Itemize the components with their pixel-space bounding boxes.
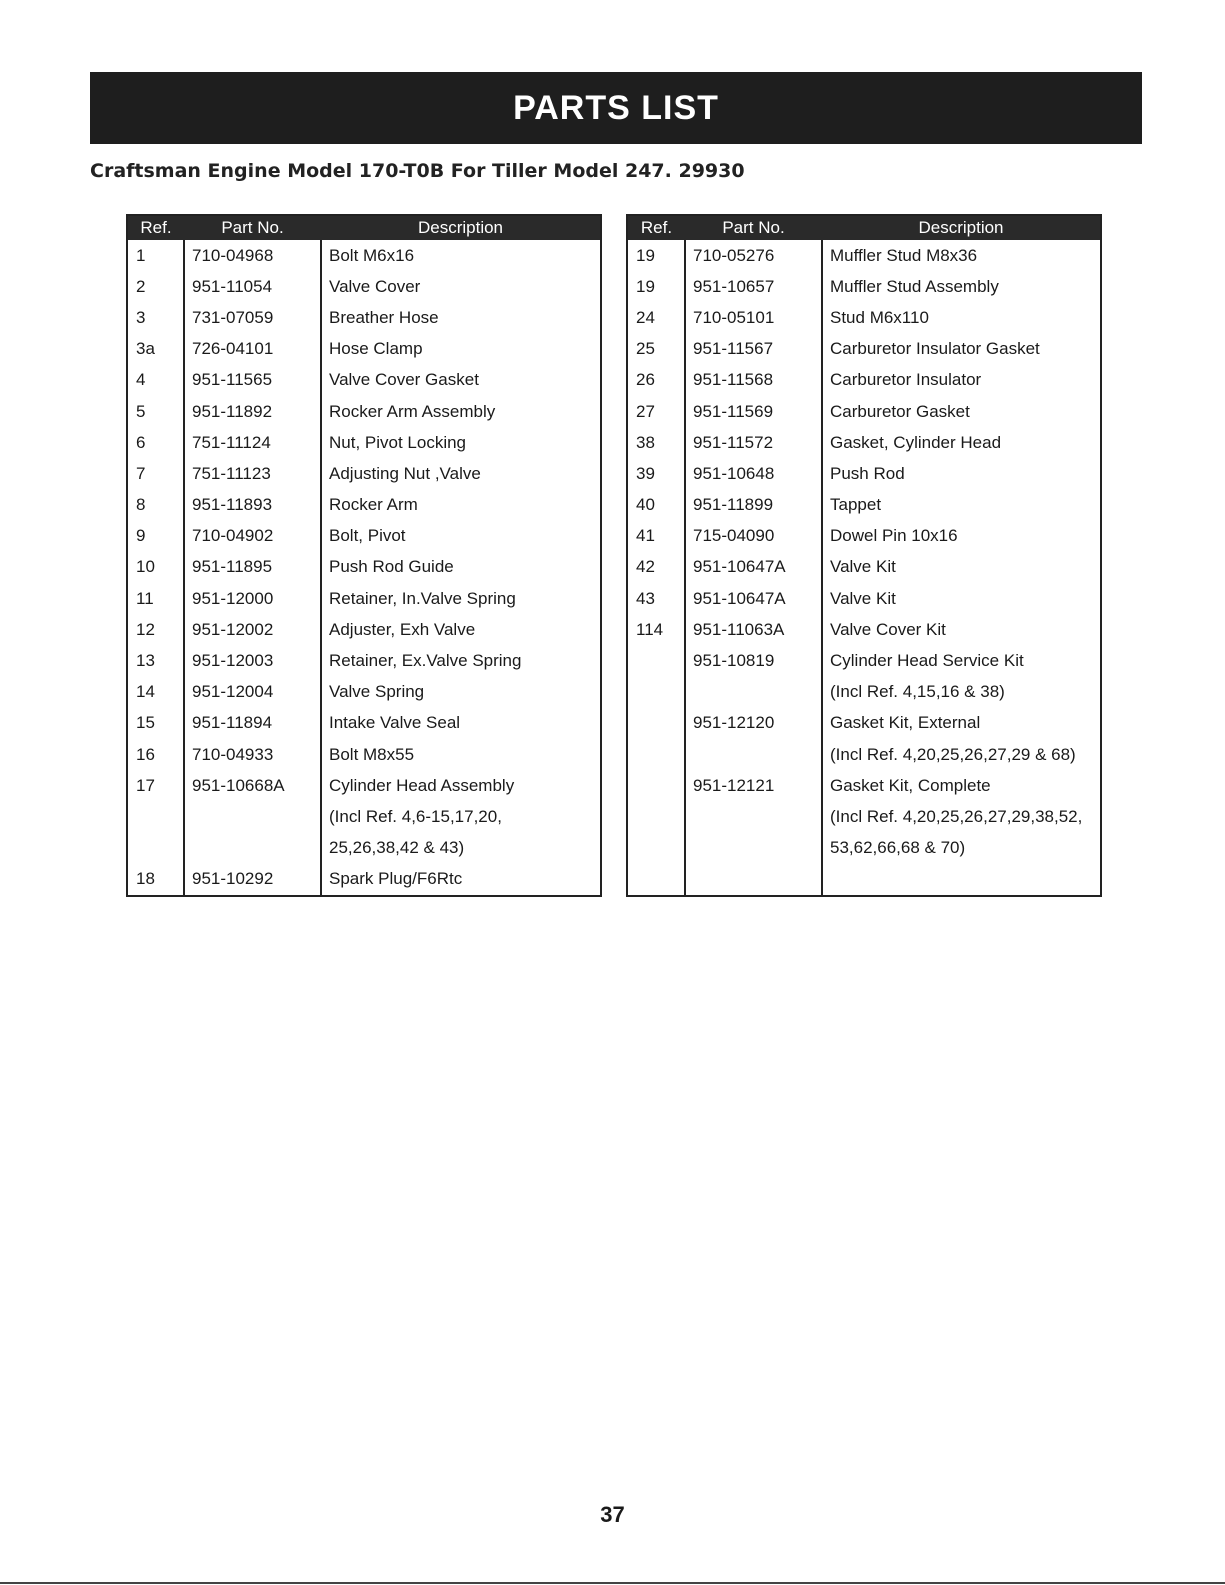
table-row bbox=[128, 552, 600, 583]
table-body bbox=[628, 240, 1100, 895]
description-cell: (Incl Ref. 4,6-15,17,20, bbox=[329, 806, 502, 826]
part-number-cell: 751-11123 bbox=[192, 463, 271, 483]
description-cell: Valve Kit bbox=[830, 557, 896, 577]
part-number-cell: 951-10668A bbox=[192, 775, 285, 795]
table-row bbox=[128, 490, 600, 521]
table-row bbox=[128, 271, 600, 302]
part-number-cell: 951-11565 bbox=[192, 370, 273, 390]
ref-cell: 17 bbox=[136, 775, 155, 795]
part-number-cell: 951-11893 bbox=[192, 495, 273, 515]
table-row bbox=[628, 739, 1100, 770]
ref-cell: 39 bbox=[636, 463, 655, 483]
description-cell: Retainer, Ex.Valve Spring bbox=[329, 651, 522, 671]
table-row bbox=[628, 552, 1100, 583]
ref-cell: 1 bbox=[136, 245, 146, 265]
part-number-cell: 951-11894 bbox=[192, 713, 273, 733]
ref-cell: 24 bbox=[636, 307, 655, 327]
table-row bbox=[128, 334, 600, 365]
table-row bbox=[628, 365, 1100, 396]
part-number-cell: 710-04933 bbox=[192, 744, 274, 764]
description-cell: Intake Valve Seal bbox=[329, 713, 461, 733]
description-cell: Tappet bbox=[830, 495, 882, 515]
ref-cell: 15 bbox=[136, 713, 155, 733]
description-cell: (Incl Ref. 4,20,25,26,27,29,38,52, bbox=[830, 806, 1083, 826]
header-part-no: Part No. bbox=[722, 218, 785, 237]
table-header bbox=[128, 216, 600, 240]
part-number-cell: 951-11569 bbox=[693, 401, 774, 421]
description-cell: Gasket Kit, Complete bbox=[830, 775, 991, 795]
ref-cell: 14 bbox=[136, 682, 155, 702]
description-cell: Dowel Pin 10x16 bbox=[830, 526, 958, 546]
table-row bbox=[128, 396, 600, 427]
ref-cell: 3a bbox=[136, 339, 155, 359]
page-number: 37 bbox=[600, 1502, 625, 1527]
part-number-cell: 951-10819 bbox=[693, 651, 775, 671]
part-number-cell: 951-11568 bbox=[693, 370, 774, 390]
description-cell: Push Rod bbox=[830, 463, 905, 483]
ref-cell: 43 bbox=[636, 588, 655, 608]
description-cell: Muffler Stud Assembly bbox=[830, 276, 999, 296]
model-subtitle: Craftsman Engine Model 170-T0B For Tiller Model 247. 29930 bbox=[90, 160, 745, 182]
table-row bbox=[628, 302, 1100, 333]
ref-cell: 38 bbox=[636, 432, 655, 452]
part-number-cell: 951-10657 bbox=[693, 276, 775, 296]
table-row bbox=[128, 302, 600, 333]
ref-cell: 12 bbox=[136, 619, 155, 639]
column-divider bbox=[684, 240, 686, 895]
parts-table-right bbox=[626, 214, 1102, 897]
ref-cell: 6 bbox=[136, 432, 146, 452]
table-row bbox=[628, 833, 1100, 864]
description-cell: Adjusting Nut ,Valve bbox=[329, 463, 481, 483]
table-row bbox=[628, 490, 1100, 521]
table-row bbox=[628, 521, 1100, 552]
description-cell: Bolt M6x16 bbox=[329, 245, 415, 265]
description-cell: 53,62,66,68 & 70) bbox=[830, 838, 966, 858]
description-cell: Valve Cover bbox=[329, 276, 421, 296]
ref-cell: 3 bbox=[136, 307, 146, 327]
part-number-cell: 951-12002 bbox=[192, 619, 274, 639]
part-number-cell: 951-10647A bbox=[693, 588, 786, 608]
ref-cell: 13 bbox=[136, 651, 155, 671]
part-number-cell: 710-05276 bbox=[693, 245, 775, 265]
description-cell: Muffler Stud M8x36 bbox=[830, 245, 978, 265]
part-number-cell: 951-10292 bbox=[192, 869, 274, 889]
description-cell: Adjuster, Exh Valve bbox=[329, 619, 476, 639]
part-number-cell: 951-10647A bbox=[693, 557, 786, 577]
part-number-cell: 715-04090 bbox=[693, 526, 775, 546]
part-number-cell: 951-11892 bbox=[192, 401, 273, 421]
part-number-cell: 951-11895 bbox=[192, 557, 273, 577]
part-number-cell: 951-12121 bbox=[693, 775, 775, 795]
table-row bbox=[628, 240, 1100, 271]
description-cell: Valve Kit bbox=[830, 588, 896, 608]
description-cell: Spark Plug/F6Rtc bbox=[329, 869, 463, 889]
ref-cell: 18 bbox=[136, 869, 155, 889]
table-row bbox=[128, 614, 600, 645]
ref-cell: 41 bbox=[636, 526, 655, 546]
description-cell: Cylinder Head Service Kit bbox=[830, 651, 1024, 671]
ref-cell: 16 bbox=[136, 744, 155, 764]
table-row bbox=[628, 770, 1100, 801]
table-row bbox=[128, 427, 600, 458]
table-row bbox=[628, 645, 1100, 676]
table-row bbox=[128, 770, 600, 801]
table-row bbox=[628, 677, 1100, 708]
description-cell: Gasket, Cylinder Head bbox=[830, 432, 1002, 452]
header-description: Description bbox=[417, 218, 504, 237]
part-number-cell: 726-04101 bbox=[192, 339, 274, 359]
page-bottom-rule bbox=[0, 1582, 1225, 1584]
table-row bbox=[628, 583, 1100, 614]
part-number-cell: 951-12000 bbox=[192, 588, 274, 608]
table-header bbox=[628, 216, 1100, 240]
description-cell: Stud M6x110 bbox=[830, 307, 929, 327]
table-row bbox=[128, 864, 600, 895]
description-cell: Retainer, In.Valve Spring bbox=[329, 588, 516, 608]
ref-cell: 5 bbox=[136, 401, 146, 421]
ref-cell: 26 bbox=[636, 370, 655, 390]
description-cell: Cylinder Head Assembly bbox=[329, 775, 515, 795]
ref-cell: 11 bbox=[136, 588, 154, 608]
column-divider bbox=[320, 240, 322, 895]
ref-cell: 27 bbox=[636, 401, 655, 421]
table-row bbox=[628, 458, 1100, 489]
table-row bbox=[628, 396, 1100, 427]
part-number-cell: 710-05101 bbox=[693, 307, 775, 327]
ref-cell: 2 bbox=[136, 276, 146, 296]
part-number-cell: 951-11054 bbox=[192, 276, 273, 296]
part-number-cell: 710-04902 bbox=[192, 526, 274, 546]
description-cell: Rocker Arm bbox=[329, 495, 418, 515]
description-cell: Valve Spring bbox=[329, 682, 425, 702]
description-cell: (Incl Ref. 4,15,16 & 38) bbox=[830, 682, 1005, 702]
description-cell: Bolt M8x55 bbox=[329, 744, 415, 764]
description-cell: Gasket Kit, External bbox=[830, 713, 981, 733]
ref-cell: 4 bbox=[136, 370, 146, 390]
table-row bbox=[628, 708, 1100, 739]
description-cell: Breather Hose bbox=[329, 307, 439, 327]
table-row bbox=[628, 614, 1100, 645]
part-number-cell: 951-10648 bbox=[693, 463, 775, 483]
table-row bbox=[628, 271, 1100, 302]
description-cell: Bolt, Pivot bbox=[329, 526, 406, 546]
parts-list-banner bbox=[90, 72, 1142, 144]
banner-title: PARTS LIST bbox=[513, 88, 719, 127]
table-row bbox=[128, 645, 600, 676]
table-row bbox=[128, 458, 600, 489]
description-cell: Carburetor Insulator bbox=[830, 370, 982, 390]
table-row bbox=[628, 801, 1100, 832]
part-number-cell: 951-12004 bbox=[192, 682, 274, 702]
ref-cell: 114 bbox=[636, 619, 664, 639]
column-divider bbox=[183, 240, 185, 895]
part-number-cell: 951-11572 bbox=[693, 432, 774, 452]
part-number-cell: 951-12120 bbox=[693, 713, 775, 733]
table-row bbox=[628, 864, 1100, 895]
part-number-cell: 951-11899 bbox=[693, 495, 774, 515]
table-row bbox=[128, 833, 600, 864]
description-cell: Push Rod Guide bbox=[329, 557, 454, 577]
description-cell: Valve Cover Gasket bbox=[329, 370, 479, 390]
ref-cell: 19 bbox=[636, 245, 655, 265]
table-row bbox=[128, 521, 600, 552]
table-row bbox=[128, 365, 600, 396]
table-row bbox=[628, 334, 1100, 365]
table-row bbox=[628, 427, 1100, 458]
table-row bbox=[128, 708, 600, 739]
part-number-cell: 710-04968 bbox=[192, 245, 274, 265]
table-row bbox=[128, 801, 600, 832]
description-cell: Carburetor Gasket bbox=[830, 401, 970, 421]
ref-cell: 19 bbox=[636, 276, 655, 296]
description-cell: (Incl Ref. 4,20,25,26,27,29 & 68) bbox=[830, 744, 1076, 764]
description-cell: 25,26,38,42 & 43) bbox=[329, 838, 465, 858]
part-number-cell: 731-07059 bbox=[192, 307, 274, 327]
description-cell: Nut, Pivot Locking bbox=[329, 432, 467, 452]
table-row bbox=[128, 739, 600, 770]
ref-cell: 25 bbox=[636, 339, 655, 359]
header-ref: Ref. bbox=[640, 218, 673, 237]
column-divider bbox=[821, 240, 823, 895]
description-cell: Carburetor Insulator Gasket bbox=[830, 339, 1040, 359]
part-number-cell: 951-11063A bbox=[693, 619, 785, 639]
part-number-cell: 751-11124 bbox=[192, 432, 271, 452]
table-body bbox=[128, 240, 600, 895]
part-number-cell: 951-12003 bbox=[192, 651, 274, 671]
description-cell: Hose Clamp bbox=[329, 339, 423, 359]
part-number-cell: 951-11567 bbox=[693, 339, 774, 359]
parts-table-left bbox=[126, 214, 602, 897]
table-row bbox=[128, 240, 600, 271]
header-ref: Ref. bbox=[140, 218, 172, 237]
ref-cell: 40 bbox=[636, 495, 655, 515]
header-part-no: Part No. bbox=[221, 218, 284, 237]
table-row bbox=[128, 677, 600, 708]
ref-cell: 42 bbox=[636, 557, 655, 577]
header-description: Description bbox=[918, 218, 1004, 237]
description-cell: Rocker Arm Assembly bbox=[329, 401, 496, 421]
ref-cell: 8 bbox=[136, 495, 146, 515]
table-row bbox=[128, 583, 600, 614]
ref-cell: 10 bbox=[136, 557, 155, 577]
description-cell: Valve Cover Kit bbox=[830, 619, 946, 639]
ref-cell: 9 bbox=[136, 526, 146, 546]
ref-cell: 7 bbox=[136, 463, 146, 483]
